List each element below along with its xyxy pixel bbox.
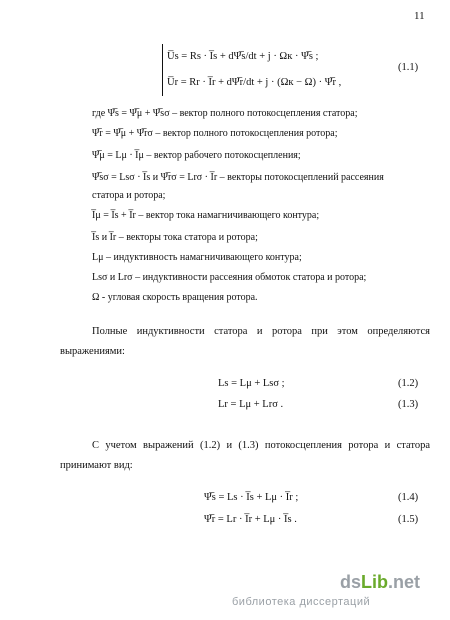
- equation-1-2: Ls = Lμ + Lsσ ;: [218, 378, 285, 389]
- rotor-voltage-equation: U̅r = Rr · I̅r + dΨ̅r/dt + j · (Ωк − Ω) · Ψ̅r ,: [167, 77, 342, 88]
- equation-1-4: Ψ̅s = Ls · I̅s + Lμ · I̅r ;: [204, 492, 299, 503]
- watermark-logo-net: .net: [388, 572, 421, 592]
- equation-1-3: Lr = Lμ + Lrσ .: [218, 399, 284, 410]
- stator-voltage-equation: U̅s = Rs · I̅s + dΨ̅s/dt + j · Ωк · Ψ̅s ;: [167, 51, 319, 62]
- definition-leakage-flux-cont: статора и ротора;: [92, 190, 166, 201]
- watermark-logo-ds: ds: [340, 572, 362, 592]
- definition-magnetizing-current: I̅μ = I̅s + I̅r – вектор тока намагничивающего контура;: [92, 210, 320, 221]
- watermark-subtitle: библиотека диссертаций: [232, 596, 371, 608]
- equation-number-1-5: (1.5): [398, 514, 419, 525]
- page-number: 11: [414, 10, 425, 22]
- watermark-logo-lib: Lib: [361, 572, 389, 592]
- equation-number-1-1: (1.1): [398, 62, 419, 73]
- definition-rotor-flux: Ψ̅r = Ψ̅μ + Ψ̅rσ – вектор полного потокосцепления ротора;: [92, 128, 338, 139]
- paragraph-flux-linkages: С учетом выражений (1.2) и (1.3) потокосцепления ротора и статора принимают вид:: [60, 440, 430, 471]
- watermark-logo: [340, 572, 420, 593]
- definition-leakage-flux: Ψ̅sσ = Lsσ · I̅s и Ψ̅rσ = Lrσ · I̅r – векторы потокосцеплений рассеяния: [92, 172, 384, 183]
- definition-leakage-inductances: Lsσ и Lrσ – индуктивности рассеяния обмоток статора и ротора;: [92, 272, 367, 283]
- equation-system-1-1: [162, 44, 341, 96]
- equation-number-1-4: (1.4): [398, 492, 419, 503]
- definition-main-flux: Ψ̅μ = Lμ · I̅μ – вектор рабочего потокосцепления;: [92, 150, 301, 161]
- equation-number-1-2: (1.2): [398, 378, 419, 389]
- paragraph-inductances: Полные индуктивности статора и ротора при этом определяются выражениями:: [60, 326, 430, 357]
- equation-1-5: Ψ̅r = Lr · I̅r + Lμ · I̅s .: [204, 514, 297, 525]
- definition-magnetizing-inductance: Lμ – индуктивность намагничивающего контура;: [92, 252, 302, 263]
- equation-number-1-3: (1.3): [398, 399, 419, 410]
- definition-angular-speed: Ω - угловая скорость вращения ротора.: [92, 292, 258, 303]
- definition-currents: I̅s и I̅r – векторы тока статора и ротора;: [92, 232, 258, 243]
- definition-stator-flux: где Ψ̅s = Ψ̅μ + Ψ̅sσ – вектор полного потокосцепления статора;: [92, 108, 358, 119]
